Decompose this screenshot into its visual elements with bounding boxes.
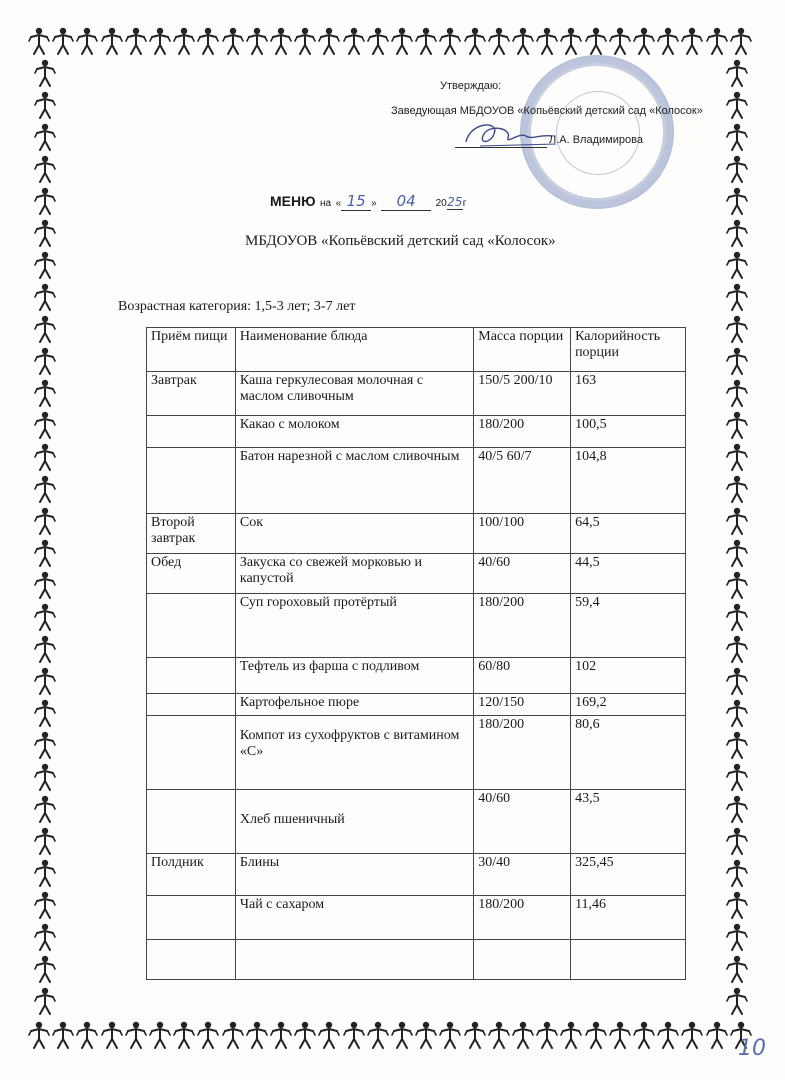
cell-meal [147, 658, 236, 694]
figure-icon [28, 1020, 50, 1050]
figure-icon [726, 634, 748, 664]
table-row [147, 896, 686, 940]
cell-mass: 40/5 60/7 [474, 448, 571, 514]
decorative-border-left [28, 58, 62, 1018]
cell-meal: Завтрак [147, 372, 236, 416]
cell-meal: Полдник [147, 854, 236, 896]
cell-kcal: 64,5 [571, 514, 686, 554]
menu-word: МЕНЮ [270, 193, 316, 209]
figure-icon [246, 1020, 268, 1050]
figure-icon [726, 986, 748, 1016]
cell-mass: 100/100 [474, 514, 571, 554]
figure-icon [439, 26, 461, 56]
cell-meal [147, 790, 236, 854]
figure-icon [125, 1020, 147, 1050]
cell-mass: 180/200 [474, 716, 571, 790]
figure-icon [34, 346, 56, 376]
figure-icon [34, 826, 56, 856]
figure-icon [34, 890, 56, 920]
figure-icon [681, 26, 703, 56]
table-row [147, 716, 686, 790]
figure-icon [726, 602, 748, 632]
figure-icon [28, 26, 50, 56]
figure-icon [76, 26, 98, 56]
figure-icon [125, 26, 147, 56]
year-prefix: 20 [435, 198, 447, 209]
figure-icon [726, 858, 748, 888]
cell-mass: 30/40 [474, 854, 571, 896]
cell-kcal: 100,5 [571, 416, 686, 448]
figure-icon [726, 538, 748, 568]
cell-dish: Сок [235, 514, 473, 554]
figure-icon [101, 26, 123, 56]
figure-icon [34, 378, 56, 408]
figure-icon [536, 1020, 558, 1050]
cell-kcal: 169,2 [571, 694, 686, 716]
figure-icon [488, 1020, 510, 1050]
table-row [147, 594, 686, 658]
table-row [147, 416, 686, 448]
cell-dish: Закуска со свежей морковью и капустой [235, 554, 473, 594]
figure-icon [512, 26, 534, 56]
signer-name: Л.А. Владимирова [549, 134, 643, 146]
menu-month: 04 [381, 192, 431, 211]
figure-icon [318, 26, 340, 56]
header-dish: Наименование блюда [235, 328, 473, 372]
cell-mass: 180/200 [474, 594, 571, 658]
figure-icon [726, 730, 748, 760]
figure-icon [34, 122, 56, 152]
table-row [147, 448, 686, 514]
menu-table [146, 327, 686, 980]
figure-icon [34, 730, 56, 760]
figure-icon [585, 26, 607, 56]
cell-dish: Картофельное пюре [235, 694, 473, 716]
figure-icon [726, 218, 748, 248]
figure-icon [34, 922, 56, 952]
table-row [147, 854, 686, 896]
cell-kcal: 163 [571, 372, 686, 416]
figure-icon [488, 26, 510, 56]
cell-dish: Тефтель из фарша с подливом [235, 658, 473, 694]
figure-icon [726, 410, 748, 440]
figure-icon [560, 26, 582, 56]
figure-icon [197, 26, 219, 56]
header-kcal: Калорийность порции [571, 328, 686, 372]
decorative-border-right [720, 58, 754, 1018]
table-row [147, 372, 686, 416]
figure-icon [343, 1020, 365, 1050]
figure-icon [343, 26, 365, 56]
figure-icon [726, 282, 748, 312]
figure-icon [726, 122, 748, 152]
figure-icon [34, 474, 56, 504]
figure-icon [391, 26, 413, 56]
figure-icon [34, 794, 56, 824]
menu-na: на [320, 198, 332, 209]
figure-icon [173, 1020, 195, 1050]
figure-icon [101, 1020, 123, 1050]
figure-icon [726, 922, 748, 952]
figure-icon [270, 1020, 292, 1050]
cell-dish: Батон нарезной с маслом сливочным [235, 448, 473, 514]
cell-dish: Каша геркулесовая молочная с маслом сливочным [235, 372, 473, 416]
figure-icon [318, 1020, 340, 1050]
figure-icon [560, 1020, 582, 1050]
figure-icon [34, 954, 56, 984]
figure-icon [633, 26, 655, 56]
cell-meal [147, 416, 236, 448]
figure-icon [222, 1020, 244, 1050]
cell-mass: 60/80 [474, 658, 571, 694]
cell-dish [235, 940, 473, 980]
figure-icon [726, 442, 748, 472]
figure-icon [76, 1020, 98, 1050]
figure-icon [726, 58, 748, 88]
figure-icon [585, 1020, 607, 1050]
figure-icon [34, 218, 56, 248]
decorative-border-bottom [28, 1018, 754, 1052]
figure-icon [34, 762, 56, 792]
figure-icon [726, 314, 748, 344]
cell-dish: Чай с сахаром [235, 896, 473, 940]
cell-kcal [571, 940, 686, 980]
cell-meal [147, 940, 236, 980]
figure-icon [294, 1020, 316, 1050]
figure-icon [726, 378, 748, 408]
menu-year: 25 [447, 195, 463, 209]
cell-meal [147, 594, 236, 658]
school-name: МБДОУОВ «Копьёвский детский сад «Колосок» [245, 233, 556, 249]
age-category: Возрастная категория: 1,5-3 лет; 3-7 лет [118, 299, 356, 314]
figure-icon [415, 1020, 437, 1050]
figure-icon [730, 26, 752, 56]
cell-kcal: 325,45 [571, 854, 686, 896]
figure-icon [34, 90, 56, 120]
figure-icon [726, 506, 748, 536]
figure-icon [222, 26, 244, 56]
cell-mass: 150/5 200/10 [474, 372, 571, 416]
figure-icon [726, 890, 748, 920]
approve-label: Утверждаю: [440, 80, 502, 92]
figure-icon [391, 1020, 413, 1050]
cell-meal [147, 896, 236, 940]
table-row [147, 940, 686, 980]
figure-icon [149, 26, 171, 56]
cell-dish: Компот из сухофруктов с витамином «С» [235, 716, 473, 790]
figure-icon [609, 1020, 631, 1050]
figure-icon [706, 1020, 728, 1050]
figure-icon [34, 602, 56, 632]
open-quote: « [335, 198, 342, 209]
figure-icon [681, 1020, 703, 1050]
menu-day: 15 [341, 192, 371, 211]
figure-icon [34, 410, 56, 440]
figure-icon [726, 90, 748, 120]
figure-icon [34, 986, 56, 1016]
year-letter: г [462, 198, 467, 209]
header-meal: Приём пищи [147, 328, 236, 372]
figure-icon [197, 1020, 219, 1050]
figure-icon [270, 26, 292, 56]
figure-icon [173, 26, 195, 56]
close-quote: » [371, 198, 377, 209]
cell-meal [147, 448, 236, 514]
figure-icon [34, 698, 56, 728]
figure-icon [726, 250, 748, 280]
table-header-row [147, 328, 686, 372]
cell-meal [147, 716, 236, 790]
figure-icon [34, 250, 56, 280]
figure-icon [726, 346, 748, 376]
figure-icon [726, 826, 748, 856]
figure-icon [609, 26, 631, 56]
figure-icon [512, 1020, 534, 1050]
cell-kcal: 80,6 [571, 716, 686, 790]
figure-icon [726, 474, 748, 504]
figure-icon [34, 538, 56, 568]
figure-icon [34, 666, 56, 696]
figure-icon [726, 794, 748, 824]
approver-position: Заведующая МБДОУОВ «Копьёвский детский сад «Колосок» [391, 105, 703, 117]
figure-icon [415, 26, 437, 56]
table-row [147, 514, 686, 554]
cell-mass: 40/60 [474, 554, 571, 594]
figure-icon [34, 58, 56, 88]
figure-icon [34, 858, 56, 888]
figure-icon [52, 26, 74, 56]
figure-icon [726, 154, 748, 184]
cell-meal: Обед [147, 554, 236, 594]
table-row [147, 790, 686, 854]
cell-kcal: 104,8 [571, 448, 686, 514]
header-mass: Масса порции [474, 328, 571, 372]
figure-icon [657, 26, 679, 56]
cell-dish: Суп гороховый протёртый [235, 594, 473, 658]
figure-icon [34, 506, 56, 536]
figure-icon [464, 1020, 486, 1050]
menu-title [270, 192, 466, 211]
cell-kcal: 44,5 [571, 554, 686, 594]
signature-line [455, 147, 547, 148]
cell-kcal: 102 [571, 658, 686, 694]
cell-dish: Хлеб пшеничный [235, 790, 473, 854]
figure-icon [726, 186, 748, 216]
figure-icon [246, 26, 268, 56]
figure-icon [726, 954, 748, 984]
cell-meal [147, 694, 236, 716]
figure-icon [34, 442, 56, 472]
table-row [147, 658, 686, 694]
cell-mass: 180/200 [474, 896, 571, 940]
cell-kcal: 43,5 [571, 790, 686, 854]
figure-icon [439, 1020, 461, 1050]
figure-icon [726, 666, 748, 696]
figure-icon [34, 314, 56, 344]
figure-icon [657, 1020, 679, 1050]
decorative-border-top [28, 24, 754, 58]
figure-icon [536, 26, 558, 56]
cell-mass [474, 940, 571, 980]
cell-meal: Второй завтрак [147, 514, 236, 554]
figure-icon [706, 26, 728, 56]
cell-kcal: 59,4 [571, 594, 686, 658]
figure-icon [726, 762, 748, 792]
cell-dish: Блины [235, 854, 473, 896]
table-row [147, 554, 686, 594]
cell-mass: 120/150 [474, 694, 571, 716]
figure-icon [633, 1020, 655, 1050]
figure-icon [367, 1020, 389, 1050]
figure-icon [34, 634, 56, 664]
cell-mass: 180/200 [474, 416, 571, 448]
figure-icon [149, 1020, 171, 1050]
figure-icon [367, 26, 389, 56]
figure-icon [34, 282, 56, 312]
figure-icon [34, 186, 56, 216]
figure-icon [464, 26, 486, 56]
cell-dish: Какао с молоком [235, 416, 473, 448]
table-row [147, 694, 686, 716]
figure-icon [34, 154, 56, 184]
figure-icon [294, 26, 316, 56]
figure-icon [726, 570, 748, 600]
figure-icon [726, 698, 748, 728]
figure-icon [34, 570, 56, 600]
cell-kcal: 11,46 [571, 896, 686, 940]
cell-mass: 40/60 [474, 790, 571, 854]
figure-icon [52, 1020, 74, 1050]
page-number: 10 [738, 1036, 766, 1061]
